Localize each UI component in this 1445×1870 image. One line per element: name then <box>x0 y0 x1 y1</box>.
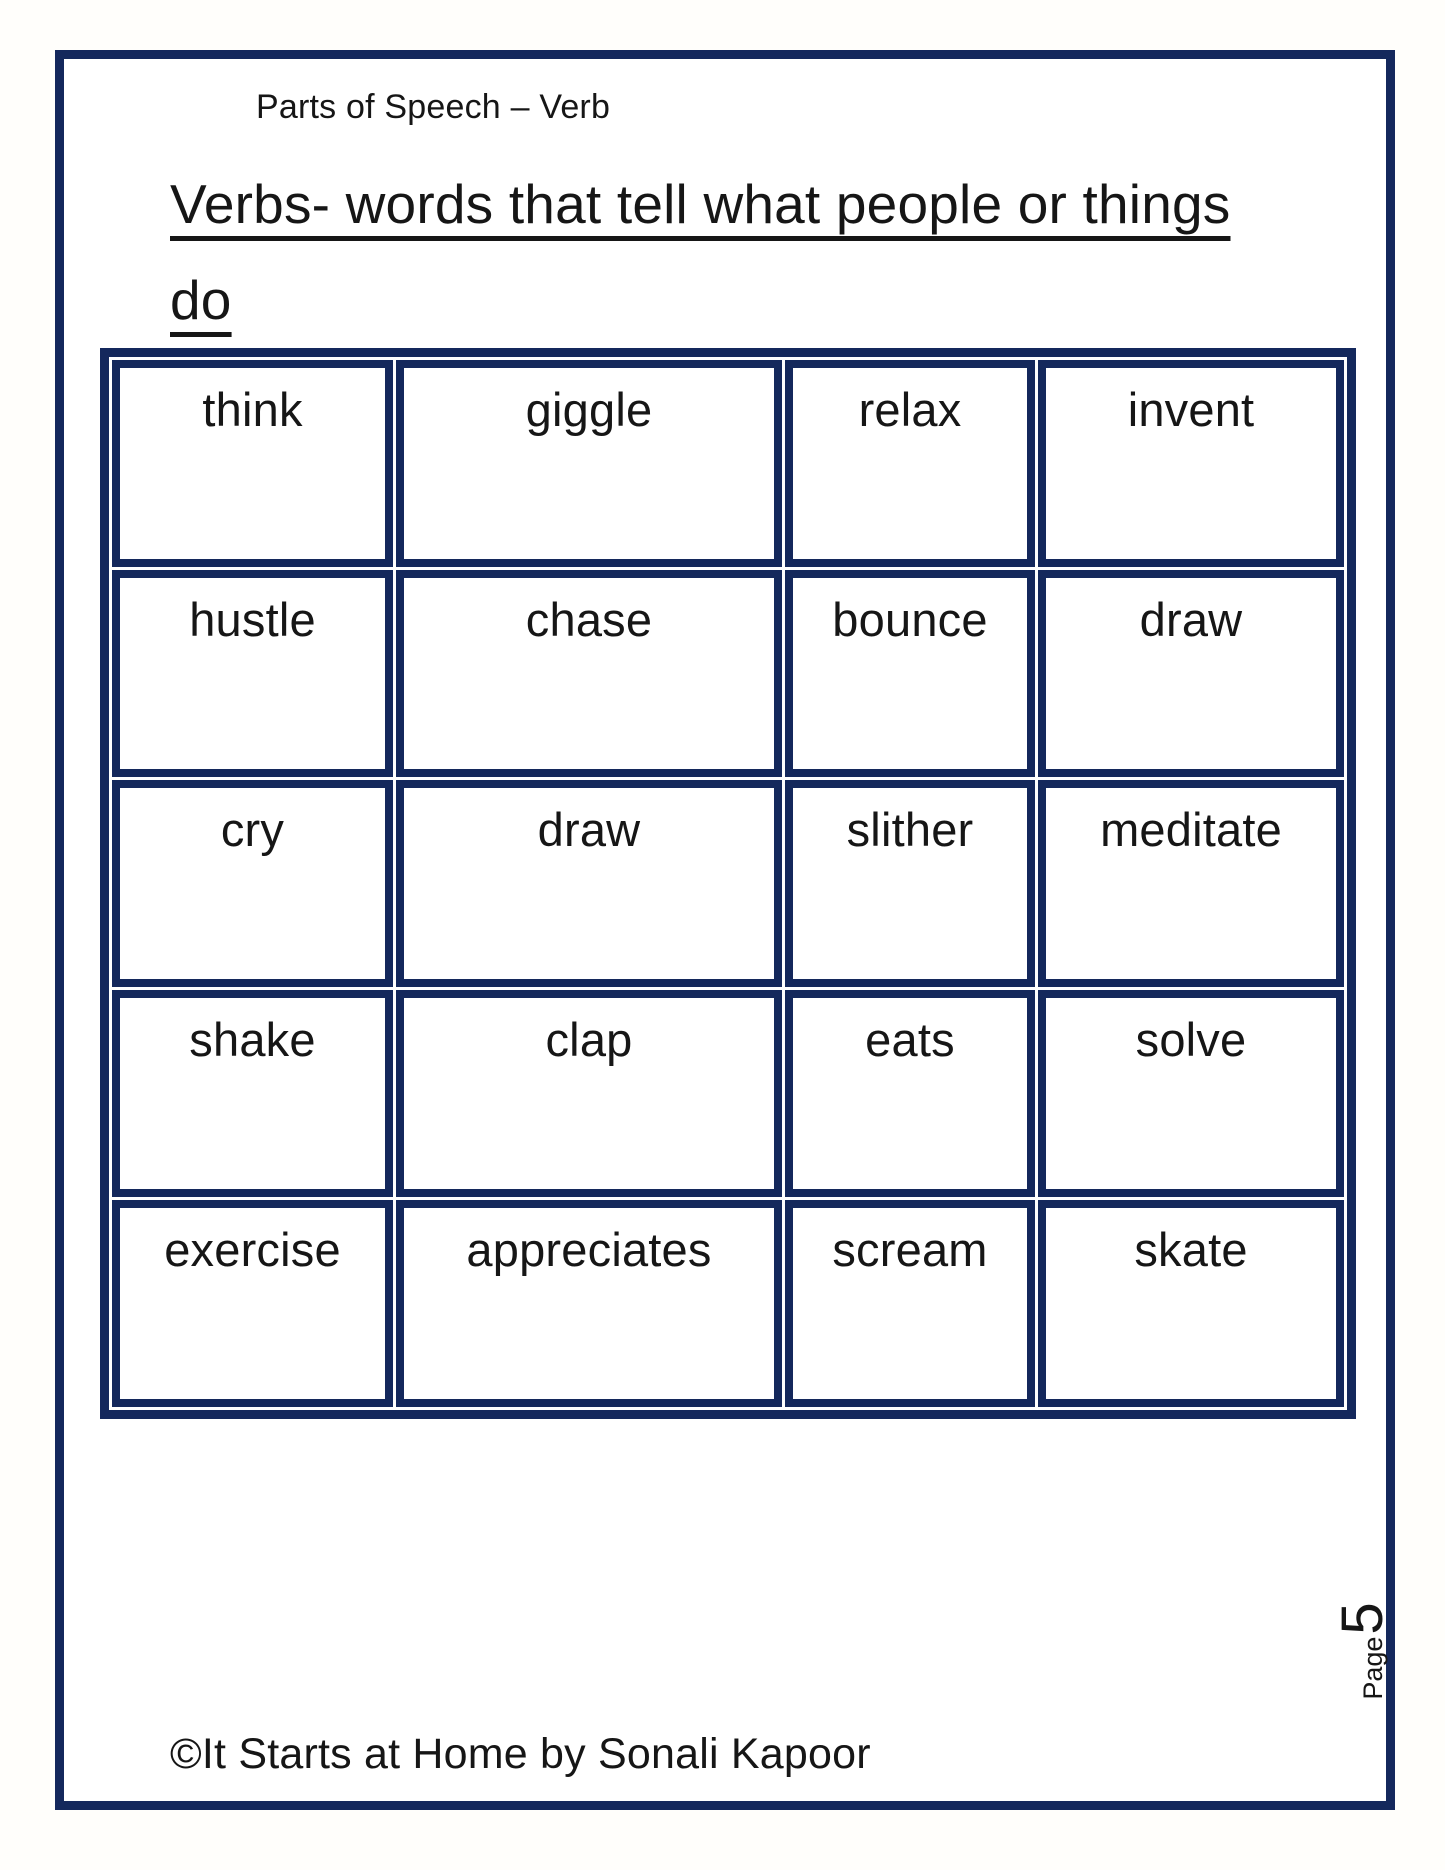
verb-cell: scream <box>785 1200 1035 1407</box>
verb-cell: draw <box>1038 570 1344 777</box>
verb-cell: slither <box>785 780 1035 987</box>
verb-cell: shake <box>112 990 393 1197</box>
verb-grid-body <box>112 360 1344 1407</box>
verb-cell: skate <box>1038 1200 1344 1407</box>
worksheet-title-line-1: Verbs- words that tell what people or things <box>170 173 1231 235</box>
verb-cell: hustle <box>112 570 393 777</box>
verb-cell: bounce <box>785 570 1035 777</box>
table-row <box>112 1200 1344 1407</box>
verb-cell: solve <box>1038 990 1344 1197</box>
verb-grid <box>100 348 1356 1419</box>
verb-cell: chase <box>396 570 782 777</box>
worksheet-title-line-2: do <box>170 269 232 331</box>
table-row <box>112 570 1344 777</box>
verb-cell: think <box>112 360 393 567</box>
verb-cell: clap <box>396 990 782 1197</box>
verb-cell: invent <box>1038 360 1344 567</box>
copyright-footer: ©It Starts at Home by Sonali Kapoor <box>170 1730 871 1778</box>
verb-cell: cry <box>112 780 393 987</box>
table-row <box>112 990 1344 1197</box>
verb-cell: exercise <box>112 1200 393 1407</box>
verb-grid-table <box>109 357 1347 1410</box>
verb-cell: meditate <box>1038 780 1344 987</box>
verb-cell: draw <box>396 780 782 987</box>
table-row <box>112 780 1344 987</box>
table-row <box>112 360 1344 567</box>
page-number-rotated-text <box>1329 1602 1396 1699</box>
verb-cell: relax <box>785 360 1035 567</box>
verb-cell: appreciates <box>396 1200 782 1407</box>
page-number-value: 5 <box>1329 1602 1395 1635</box>
verb-cell: giggle <box>396 360 782 567</box>
verb-cell: eats <box>785 990 1035 1197</box>
worksheet-title <box>170 156 1360 348</box>
document-header: Parts of Speech – Verb <box>256 88 611 126</box>
page-number-label: Page <box>1357 1636 1388 1700</box>
page-number-block <box>1306 1595 1418 1707</box>
